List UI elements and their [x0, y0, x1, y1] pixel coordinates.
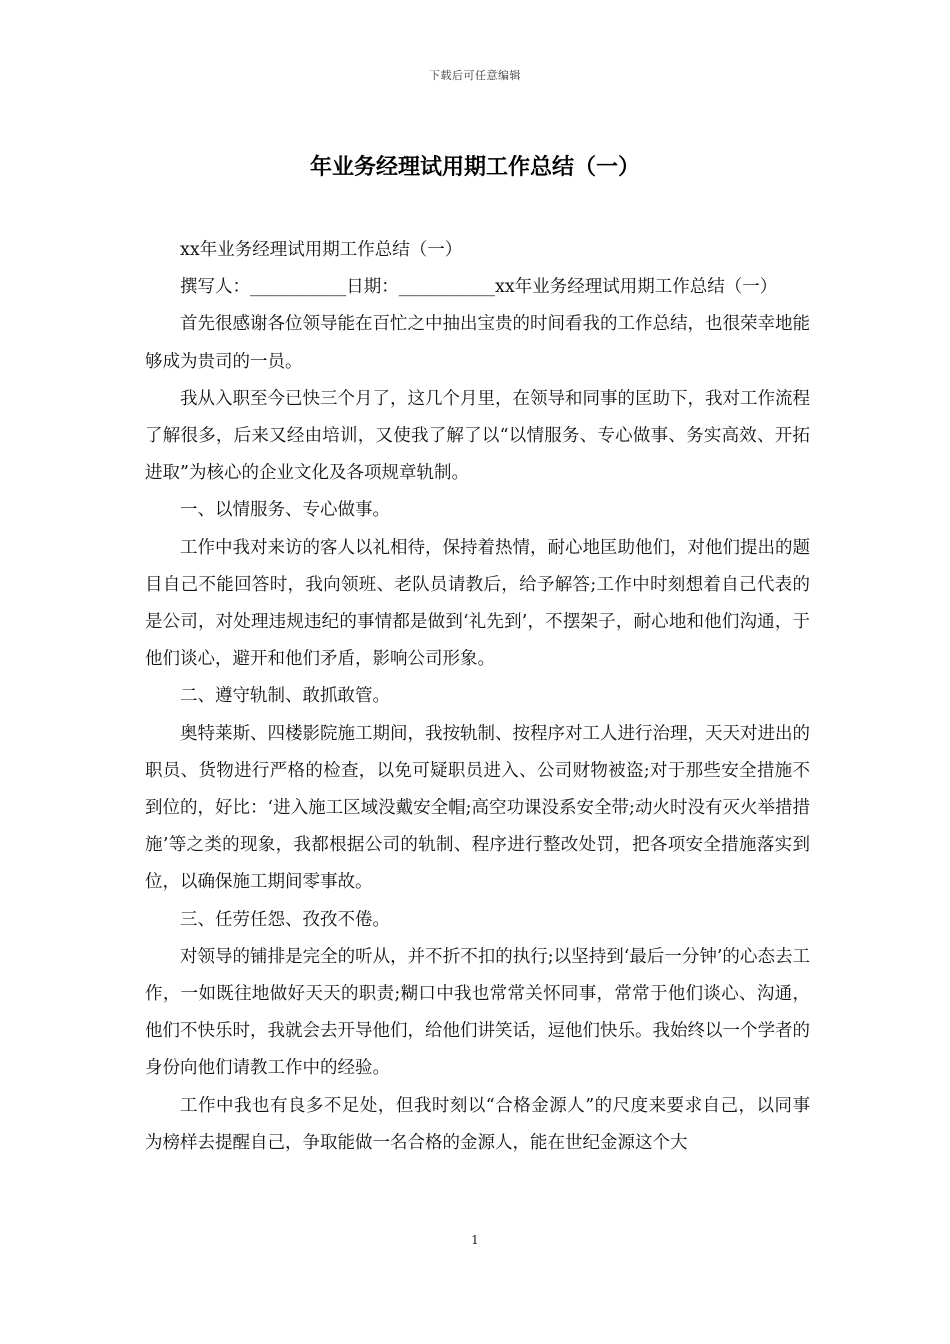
paragraph: 撰写人：___________日期：___________xx年业务经理试用期工作总结（一） [180, 277, 778, 298]
paragraph: 对领导的铺排是完全的听从，并不折不扣的执行;以坚持到‘最后一分钟’的心态去工作，一如既往地做好天天的职责;糊口中我也常常关怀同事，常常于他们谈心、沟通，他们不快乐时，我就会去开导他们，给他们讲笑话，逗他们快乐。我始终以一个学者的身份向他们请教工作中的经验。 [145, 946, 810, 1079]
paragraph: 工作中我对来访的客人以礼相待，保持着热情，耐心地匡助他们，对他们提出的题目自己不能回答时，我向领班、老队员请教后，给予解答;工作中时刻想着自己代表的是公司，对处理违规违纪的事情都是做到‘礼先到’，不摆架子，耐心地和他们沟通，于他们谈心，避开和他们矛盾，影响公司形象。 [145, 537, 810, 670]
paragraph: 我从入职至今已快三个月了，这几个月里，在领导和同事的匡助下，我对工作流程了解很多，后来又经由培训，又使我了解了以“以情服务、专心做事、务实高效、开拓进取”为核心的企业文化及各项规章轨制。 [145, 388, 810, 484]
section-heading: 一、以情服务、专心做事。 [180, 500, 390, 521]
document-body [145, 232, 810, 1162]
paragraph: 首先很感谢各位领导能在百忙之中抽出宝贵的时间看我的工作总结，也很荣幸地能够成为贵司的一员。 [145, 314, 810, 372]
paragraph: 奥特莱斯、四楼影院施工期间，我按轨制、按程序对工人进行治理，天天对进出的职员、货物进行严格的检查，以免可疑职员进入、公司财物被盗;对于那些安全措施不到位的，好比：‘进入施工区域没戴安全帽;高空功课没系安全带;动火时没有灭火举措措施’等之类的现象，我都根据公司的轨制、程序进行整改处罚，把各项安全措施落实到位，以确保施工期间零事故。 [145, 723, 810, 893]
paragraph: 工作中我也有良多不足处，但我时刻以“合格金源人”的尺度来要求自己，以同事为榜样去提醒自己，争取能做一名合格的金源人，能在世纪金源这个大 [145, 1095, 810, 1153]
paragraph: xx年业务经理试用期工作总结（一） [180, 240, 463, 260]
section-heading: 三、任劳任怨、孜孜不倦。 [180, 909, 390, 930]
header-note: 下载后可任意编辑 [429, 69, 521, 82]
section-heading: 二、遵守轨制、敢抓敢管。 [180, 686, 390, 707]
page-number: 1 [471, 1233, 479, 1247]
document-title: 年业务经理试用期工作总结（一） [309, 155, 640, 180]
